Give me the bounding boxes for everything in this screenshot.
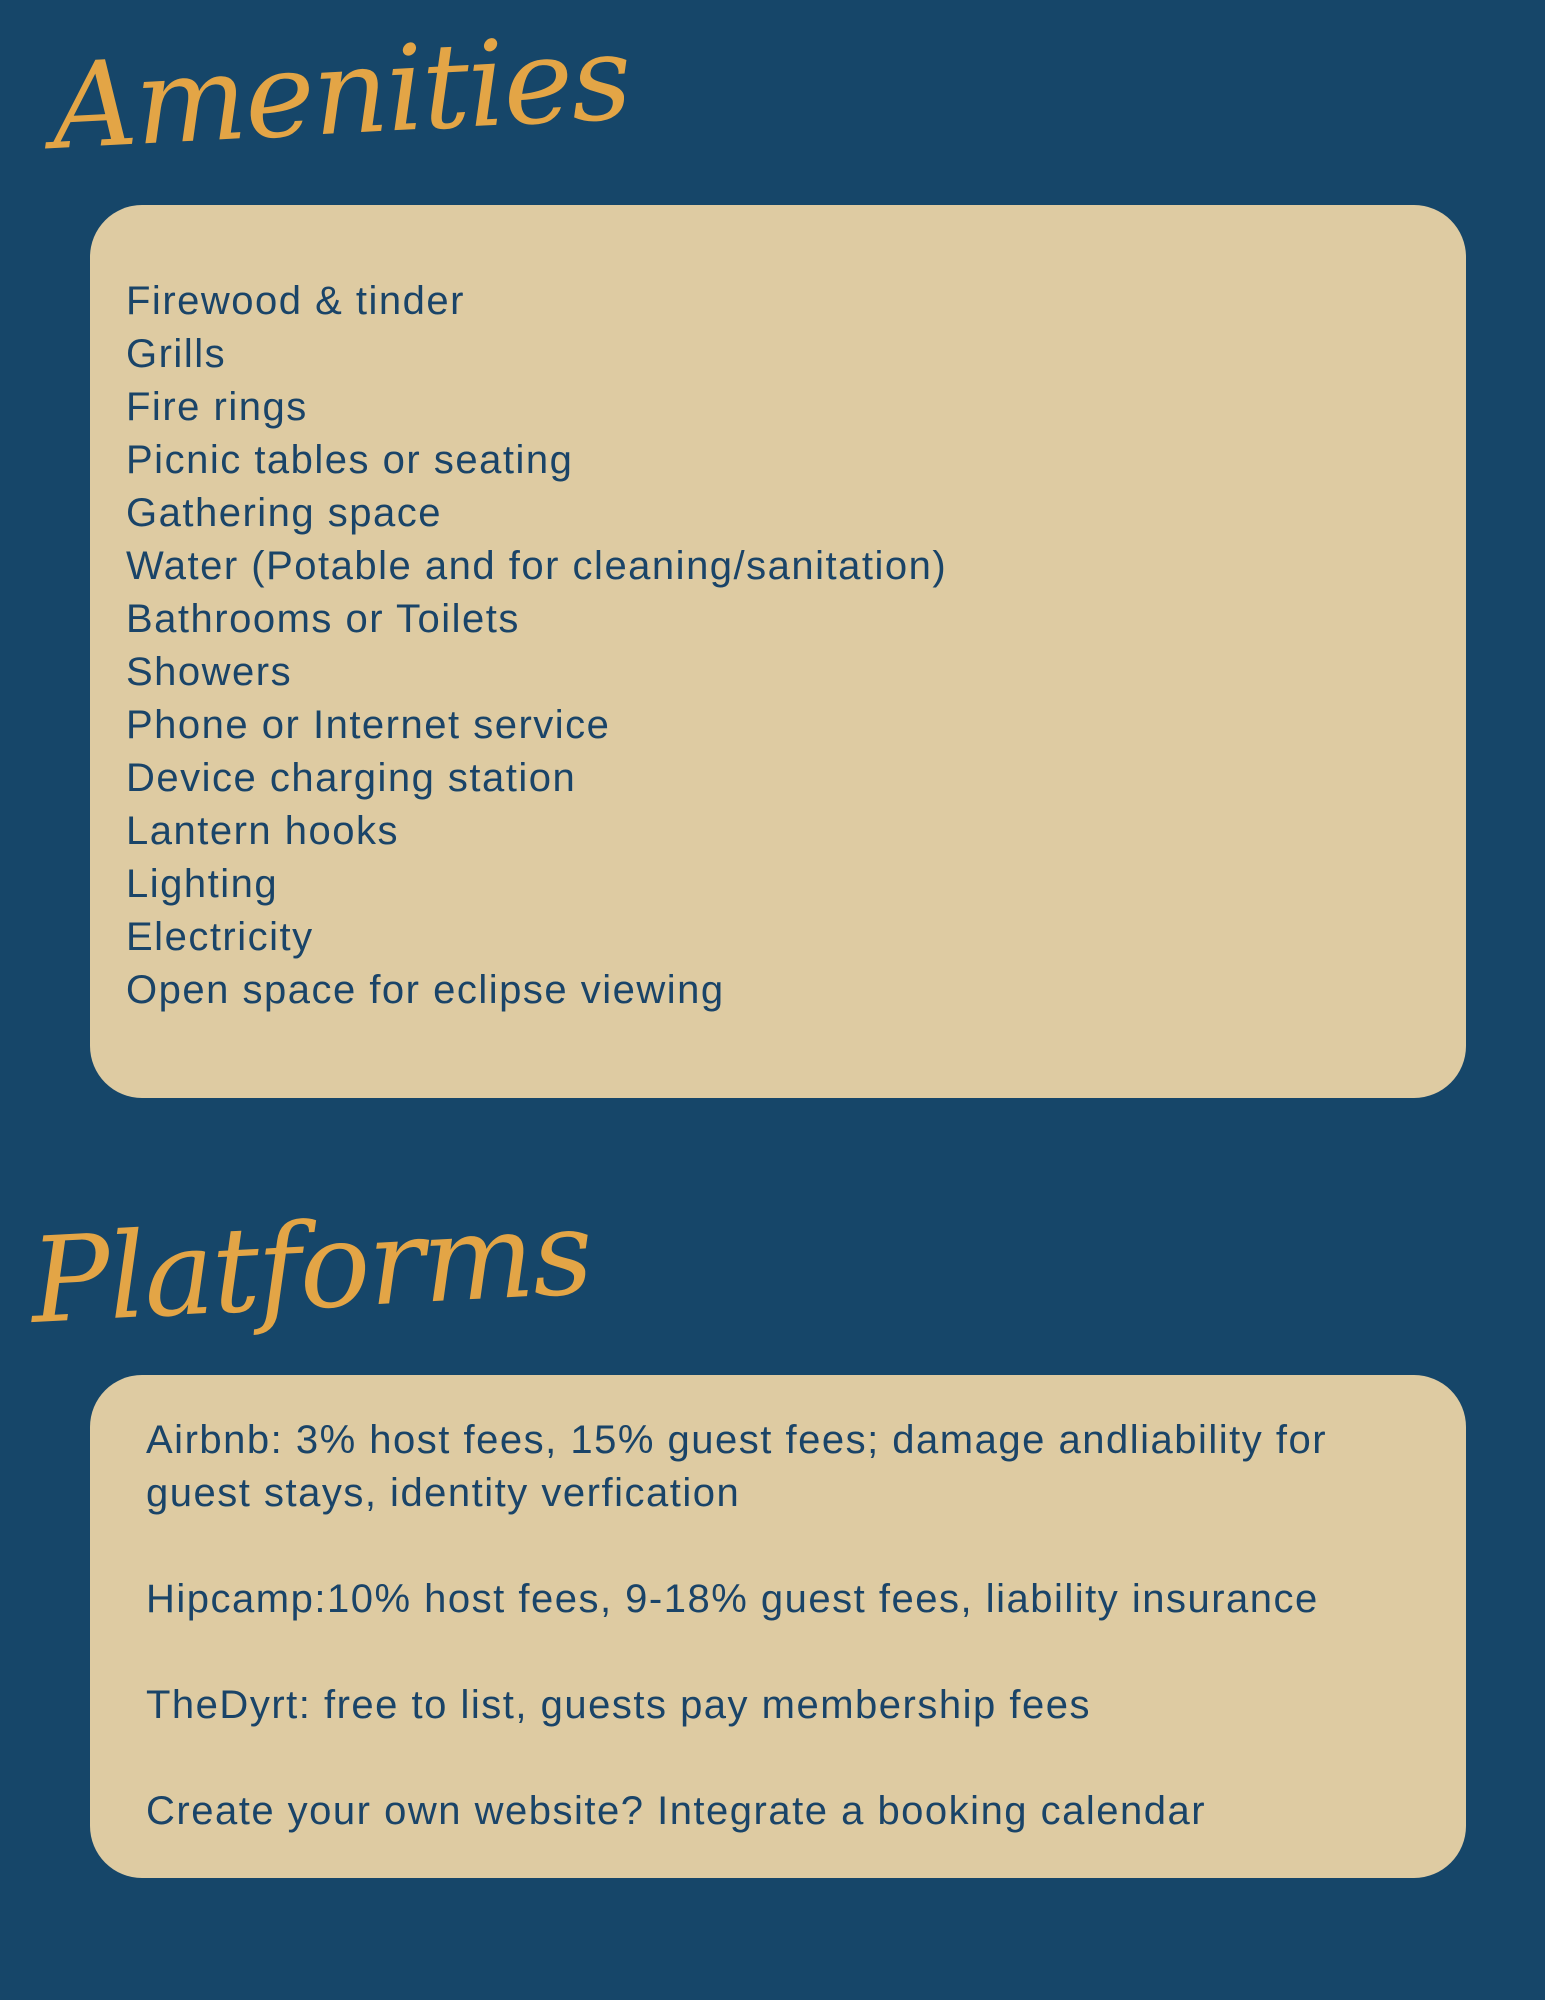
amenity-item: Firewood & tinder	[126, 279, 465, 323]
amenity-item: Bathrooms or Toilets	[126, 597, 520, 641]
platform-hipcamp: Hipcamp:10% host fees, 9-18% guest fees, liability insurance	[146, 1577, 1319, 1621]
amenities-heading: Amenities	[48, 7, 633, 176]
platform-thedyrt: TheDyrt: free to list, guests pay membership fees	[146, 1683, 1091, 1727]
amenities-card	[90, 205, 1466, 1098]
amenity-item: Gathering space	[126, 491, 443, 535]
platforms-card	[90, 1375, 1466, 1878]
amenity-item: Picnic tables or seating	[126, 438, 574, 482]
amenity-item: Fire rings	[126, 385, 308, 429]
amenity-item: Open space for eclipse viewing	[126, 968, 725, 1012]
amenity-item: Lantern hooks	[126, 809, 400, 853]
amenity-item: Device charging station	[126, 756, 577, 800]
amenity-item: Phone or Internet service	[126, 703, 611, 747]
amenity-item: Showers	[126, 650, 293, 694]
platforms-heading: Platforms	[27, 1182, 595, 1350]
amenities-list	[126, 275, 1466, 1017]
amenity-item: Grills	[126, 332, 227, 376]
amenity-item: Lighting	[126, 862, 279, 906]
platform-own-website: Create your own website? Integrate a booking calendar	[146, 1789, 1207, 1833]
platform-airbnb: Airbnb: 3% host fees, 15% guest fees; damage andliability for guest stays, identity verfication	[146, 1418, 1328, 1515]
amenity-item: Electricity	[126, 915, 314, 959]
amenity-item: Water (Potable and for cleaning/sanitation)	[126, 544, 948, 588]
